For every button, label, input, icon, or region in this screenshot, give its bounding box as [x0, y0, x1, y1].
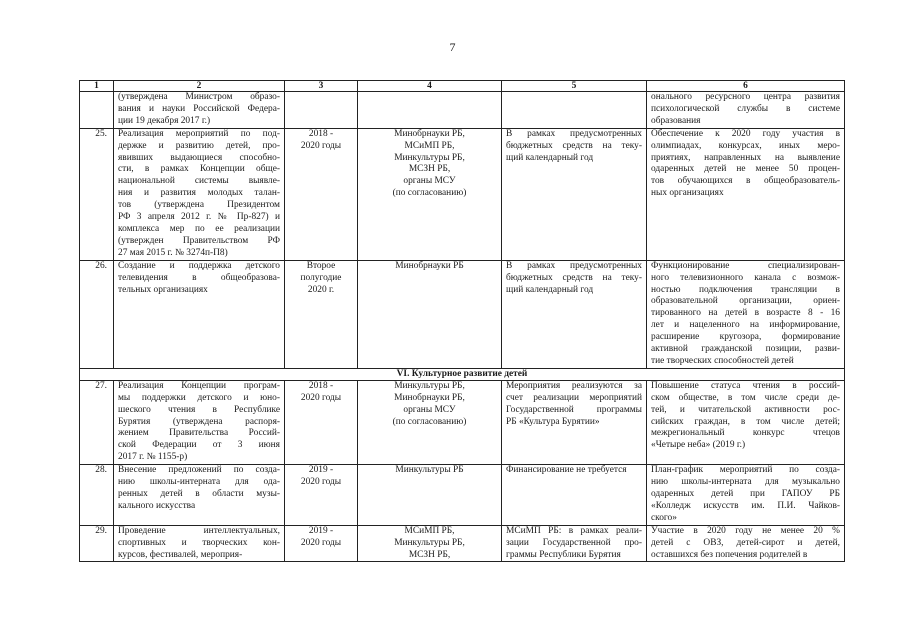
- cell-line: детей с ОВЗ, детей-сирот и детей,: [651, 537, 840, 548]
- cell-line: План-график мероприятий по созда-: [651, 465, 840, 476]
- header-cell: 6: [647, 81, 845, 92]
- measure-name-cell: [114, 525, 285, 562]
- cell-line: активной гражданской позиции, разви-: [651, 344, 840, 355]
- cell-line: оставшихся без попечения родителей в: [651, 549, 808, 560]
- cell-line: «Колледж искусств им. П.И. Чайков-: [651, 500, 840, 511]
- cell-line: МСЗН РБ,: [408, 549, 451, 560]
- measure-name-cell: [114, 128, 285, 260]
- header-row: [80, 81, 845, 92]
- cell-line: 2017 г. № 1155-р): [118, 452, 188, 463]
- cell-line: комплекса мер по ее реализации: [118, 223, 280, 234]
- cell-line: сти, в рамках Концепции обще-: [118, 164, 280, 175]
- cell-line: ского»: [651, 512, 677, 523]
- cell-line: Минкультуры РБ,: [394, 152, 465, 163]
- cell-line: 2019 -: [308, 465, 334, 476]
- funding-cell: [502, 525, 647, 562]
- cell-line: тированного на детей в возрасте 8 - 16: [651, 308, 840, 319]
- cell-line: Минобрнауки РБ,: [394, 392, 465, 403]
- funding-cell: [502, 92, 647, 129]
- row-number-cell: 26.: [80, 260, 114, 368]
- cell-line: Внесение предложений по созда-: [118, 465, 280, 476]
- cell-line: олимпиадах, конкурсах, иных меро-: [651, 140, 840, 151]
- cell-line: приятиях, направленных на выявление: [651, 152, 840, 163]
- cell-line: Реализация мероприятий по под-: [118, 128, 280, 139]
- cell-line: ностью подключения трансляции в: [651, 284, 840, 295]
- measures-table: [79, 80, 845, 562]
- expected-result-cell: [647, 128, 845, 260]
- cell-line: 2020 годы: [300, 537, 342, 548]
- header-cell: 5: [502, 81, 647, 92]
- expected-result-cell: [647, 525, 845, 562]
- cell-line: образовательной организации, ориен-: [651, 296, 840, 307]
- cell-line: Проведение интеллектуальных,: [118, 525, 280, 536]
- cell-line: МСиМП РБ: в рамках реали-: [506, 525, 642, 536]
- cell-line: 2020 годы: [300, 477, 342, 488]
- expected-result-cell: [647, 465, 845, 526]
- cell-line: Минкультуры РБ,: [394, 380, 465, 391]
- page-number: 7: [449, 40, 456, 54]
- cell-line: (утвержден Правительством РФ: [118, 235, 280, 246]
- cell-line: тей, и читательской активности рос-: [651, 404, 840, 415]
- table-row: [80, 525, 845, 562]
- cell-line: 2019 -: [308, 525, 334, 536]
- cell-line: щий календарный год: [506, 284, 594, 295]
- cell-line: одаренных детей при ГАПОУ РБ: [651, 489, 840, 499]
- cell-line: нию школы-интерната для музыкально: [651, 477, 840, 488]
- deadline-cell: [285, 465, 358, 526]
- cell-line: Бурятия (утверждена распоря-: [118, 416, 280, 427]
- funding-cell: [502, 465, 647, 526]
- cell-line: В рамках предусмотренных: [506, 128, 642, 139]
- cell-line: (утверждена Министром образо-: [118, 92, 280, 102]
- cell-line: ской Федерации от 3 июня: [118, 440, 280, 451]
- table-row: [80, 128, 845, 260]
- cell-line: органы МСУ: [403, 176, 456, 187]
- deadline-cell: [285, 380, 358, 464]
- cell-line: В рамках предусмотренных: [506, 260, 642, 271]
- cell-line: 2020 г.: [307, 284, 335, 295]
- cell-line: щий календарный год: [506, 152, 594, 163]
- responsible-cell: [358, 465, 502, 526]
- expected-result-cell: [647, 260, 845, 368]
- cell-line: бюджетных средств на теку-: [506, 272, 642, 283]
- cell-line: Государственной программы: [506, 404, 642, 415]
- cell-line: Функционирование специализирован-: [651, 260, 840, 271]
- cell-line: шеского чтения в Республике: [118, 404, 280, 415]
- measure-name-cell: [114, 380, 285, 464]
- cell-line: Обеспечение к 2020 году участия в: [651, 128, 840, 139]
- cell-line: МСиМП РБ,: [404, 140, 455, 151]
- expected-result-cell: [647, 92, 845, 129]
- expected-result-cell: [647, 380, 845, 464]
- cell-line: Реализация Концепции програм-: [118, 380, 280, 391]
- cell-line: курсов, фестивалей, мероприя-: [118, 549, 243, 560]
- row-number-cell: 28.: [80, 465, 114, 526]
- measure-name-cell: [114, 260, 285, 368]
- cell-line: полугодие: [300, 272, 342, 283]
- cell-line: 2020 годы: [300, 392, 342, 403]
- cell-line: телевидения в общеобразова-: [118, 272, 280, 283]
- cell-line: МСиМП РБ,: [404, 525, 455, 536]
- cell-line: (по согласованию): [392, 416, 467, 427]
- deadline-cell: [285, 92, 358, 129]
- funding-cell: [502, 380, 647, 464]
- cell-line: Создание и поддержка детского: [118, 260, 280, 271]
- header-cell: 1: [80, 81, 114, 92]
- cell-line: РФ 3 апреля 2012 г. № Пр-827) и: [118, 212, 280, 223]
- cell-line: мы поддержки детского и юно-: [118, 392, 280, 403]
- cell-line: 2020 годы: [300, 140, 342, 151]
- cell-line: МСЗН РБ,: [408, 164, 451, 175]
- cell-line: тельных организациях: [118, 284, 208, 295]
- header-cell: 3: [285, 81, 358, 92]
- measure-name-cell: [114, 465, 285, 526]
- cell-line: тов (утверждена Президентом: [118, 200, 280, 211]
- cell-line: кального искусства: [118, 500, 196, 511]
- measure-name-cell: [114, 92, 285, 129]
- row-number-cell: 27.: [80, 380, 114, 464]
- section-heading-row: [80, 368, 845, 380]
- row-number-cell: 29.: [80, 525, 114, 562]
- cell-line: расширение кругозора, формирование: [651, 332, 840, 343]
- deadline-cell: [285, 260, 358, 368]
- cell-line: «Четыре неба» (2019 г.): [651, 440, 746, 451]
- cell-line: зации Государственной про-: [506, 537, 642, 548]
- deadline-cell: [285, 525, 358, 562]
- row-number-cell: 25.: [80, 128, 114, 260]
- cell-line: органы МСУ: [403, 404, 456, 415]
- table-row: [80, 465, 845, 526]
- cell-line: держке и развитию детей, про-: [118, 140, 280, 151]
- cell-line: межрегиональный конкурс чтецов: [651, 428, 840, 439]
- cell-line: 2018 -: [308, 380, 334, 391]
- cell-line: Мероприятия реализуются за: [506, 380, 642, 391]
- responsible-cell: [358, 128, 502, 260]
- cell-line: Минобрнауки РБ,: [394, 128, 465, 139]
- cell-line: (по согласованию): [392, 188, 467, 199]
- funding-cell: [502, 128, 647, 260]
- cell-line: ния и развития молодых талан-: [118, 188, 280, 199]
- cell-line: тов обучающихся в общеобразователь-: [651, 176, 840, 187]
- cell-line: национальной системы выявле-: [118, 176, 280, 187]
- cell-line: Участие в 2020 году не менее 20 %: [651, 525, 840, 536]
- cell-line: образования: [651, 115, 701, 126]
- cell-line: граммы Республики Бурятия: [506, 549, 621, 560]
- cell-line: онального ресурсного центра развития: [651, 92, 840, 102]
- cell-line: спортивных и творческих кон-: [118, 537, 280, 548]
- header-cell: 2: [114, 81, 285, 92]
- cell-line: 2018 -: [308, 128, 334, 139]
- row-number-cell: [80, 92, 114, 129]
- responsible-cell: [358, 380, 502, 464]
- table-row: [80, 380, 845, 464]
- cell-line: тие творческих способностей детей: [651, 355, 794, 366]
- cell-line: ных организациях: [651, 188, 724, 199]
- cell-line: Второе: [306, 260, 336, 271]
- cell-line: ции 19 декабря 2017 г.): [118, 115, 211, 126]
- cell-line: ренных детей в области музы-: [118, 489, 280, 499]
- cell-line: 27 мая 2015 г. № 3274п-П8): [118, 247, 228, 258]
- cell-line: одаренных детей не менее 50 процен-: [651, 164, 840, 175]
- cell-line: Повышение статуса чтения в россий-: [651, 380, 840, 391]
- cell-line: счет реализации мероприятий: [506, 392, 642, 403]
- cell-line: жением Правительства Россий-: [118, 428, 280, 439]
- cell-line: ного телевизионного канала с возмож-: [651, 272, 840, 283]
- cell-line: сийских граждан, в том числе детей;: [651, 416, 840, 427]
- deadline-cell: [285, 128, 358, 260]
- funding-cell: [502, 260, 647, 368]
- header-cell: 4: [358, 81, 502, 92]
- responsible-cell: [358, 525, 502, 562]
- cell-line: явивших выдающиеся способно-: [118, 152, 280, 163]
- section-title: VI. Культурное развитие детей: [80, 368, 845, 380]
- table-row: [80, 260, 845, 368]
- cell-line: психологической службы в системе: [651, 103, 840, 114]
- cell-line: Финансирование не требуется: [506, 465, 627, 476]
- cell-line: лет и нацеленного на информирование,: [651, 320, 840, 331]
- cell-line: Минкультуры РБ: [395, 465, 464, 476]
- cell-line: вания и науки Российской Федера-: [118, 103, 280, 114]
- table-body: [80, 92, 845, 562]
- cell-line: нию школы-интерната для ода-: [118, 477, 280, 488]
- cell-line: бюджетных средств на теку-: [506, 140, 642, 151]
- cell-line: Минобрнауки РБ: [395, 260, 464, 271]
- responsible-cell: [358, 260, 502, 368]
- responsible-cell: [358, 92, 502, 129]
- cell-line: РБ «Культура Бурятии»: [506, 416, 600, 427]
- table-row: [80, 92, 845, 129]
- cell-line: Минкультуры РБ,: [394, 537, 465, 548]
- cell-line: ском обществе, в том числе среди де-: [651, 392, 840, 403]
